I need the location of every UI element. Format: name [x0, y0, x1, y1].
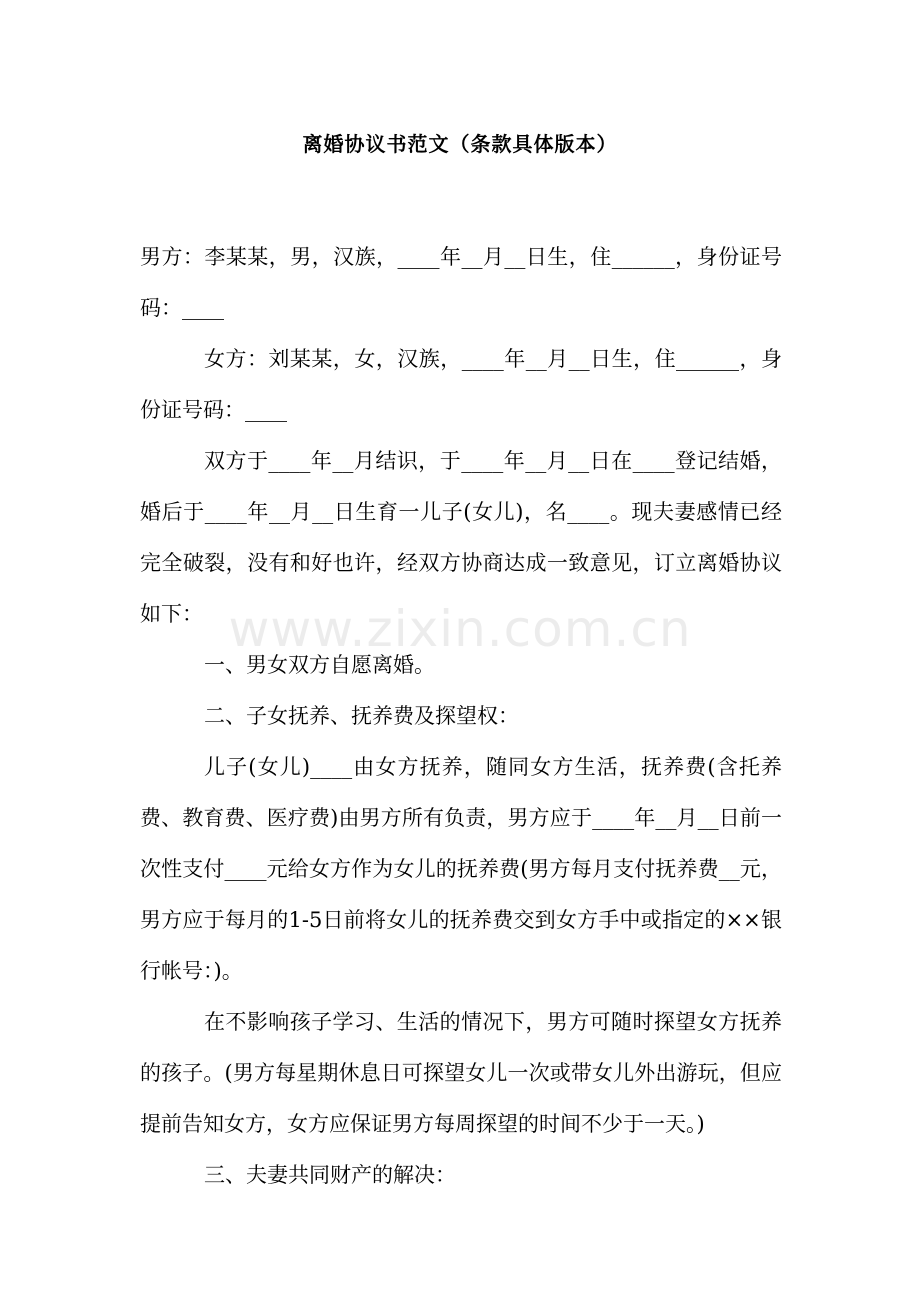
clause-1: 一、男女双方自愿离婚。	[204, 653, 435, 677]
visitation-paragraph: 在不影响孩子学习、生活的情况下，男方可随时探望女方抚养的孩子。(男方每星期休息日可探望女儿一次或带女儿外出游玩，但应提前告知女方，女方应保证男方每周探望的时间不少于一天。)	[140, 1010, 782, 1136]
paragraph-wife: 女方：刘某某，女，汉族，____年__月__日生，住______，身份证号码：____	[140, 347, 782, 422]
paragraph-husband: 男方：李某某，男，汉族，____年__月__日生，住______，身份证号码：____	[140, 245, 782, 320]
document-body	[140, 232, 782, 1201]
clause-2-heading: 二、子女抚养、抚养费及探望权：	[204, 704, 519, 728]
clause-3-heading: 三、夫妻共同财产的解决：	[204, 1163, 456, 1187]
watermark: www.zixin.com.cn	[228, 600, 692, 658]
paragraph-marriage-info: 双方于____年__月结识，于____年__月__日在____登记结婚，婚后于____年__月__日生育一儿子(女儿)，名____。现夫妻感情已经完全破裂，没有和好也许，经双方协商达成一致意见，订立离婚协议如下：	[140, 449, 782, 626]
page-title: 离婚协议书范文（条款具体版本）	[302, 132, 618, 156]
child-support-paragraph: 儿子(女儿)____由女方抚养，随同女方生活，抚养费(含托养费、教育费、医疗费)由男方所有负责，男方应于____年__月__日前一次性支付____元给女方作为女儿的抚养费(男方每月支付抚养费__元，男方应于每月的1-5日前将女儿的抚养费交到女方手中或指定的××银行帐号：)。	[140, 755, 782, 983]
